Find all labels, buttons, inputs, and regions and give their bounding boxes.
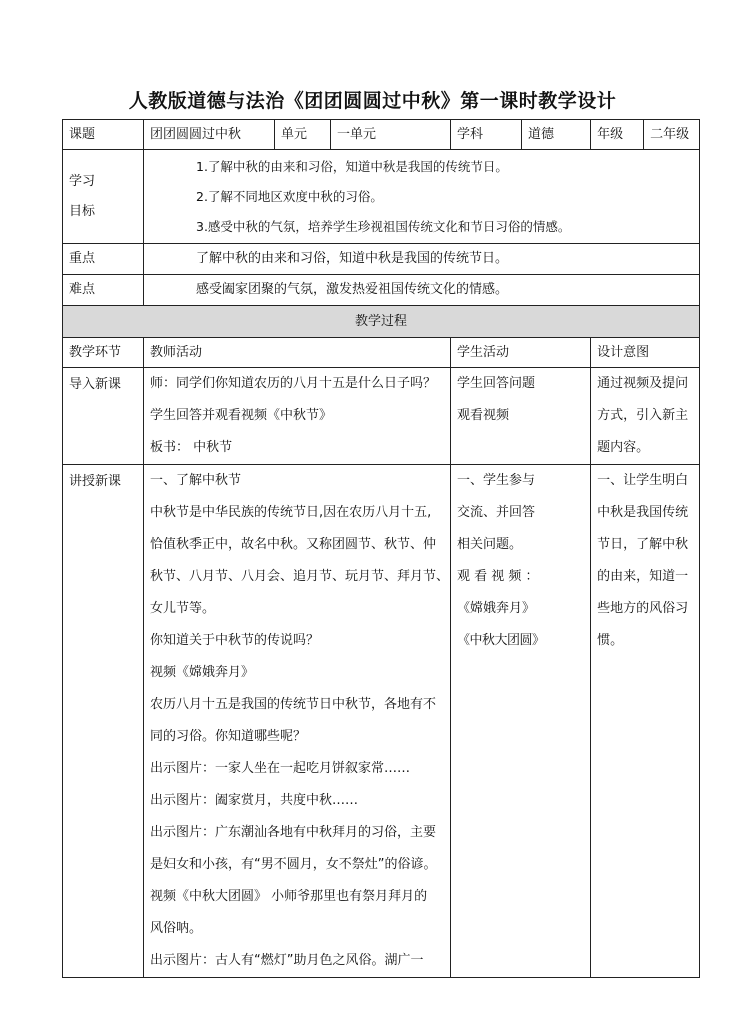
intent-line: 中秋是我国传统: [597, 505, 689, 520]
grade-value: 二年级: [644, 120, 700, 150]
teacher-line: 视频《中秋大团圆》 小师爷那里也有祭月拜月的: [150, 889, 428, 904]
intent-line: 一、让学生明白: [597, 473, 689, 488]
objective-item: 2.了解不同地区欢度中秋的习俗。: [196, 188, 383, 204]
col-stage: 教学环节: [63, 338, 144, 368]
intent-line: 方式，引入新主: [597, 408, 689, 423]
table-row: [63, 465, 700, 978]
teacher-line: 你知道关于中秋节的传说吗？: [150, 633, 320, 648]
student-line: 交流、并回答: [457, 505, 536, 520]
objectives-row: [63, 150, 700, 244]
student-line: 学生回答问题: [457, 376, 536, 391]
teacher-line: 秋节、八月节、八月会、追月节、玩月节、拜月节、: [150, 569, 450, 584]
difficulty-label: 难点: [63, 275, 144, 306]
teacher-line: 一、了解中秋节: [150, 473, 242, 488]
teacher-line: 风俗呐。: [150, 921, 203, 936]
difficulty-row: [63, 275, 700, 306]
stage-cell: 讲授新课: [63, 465, 144, 978]
teacher-activity-cell: [144, 368, 451, 465]
design-intent-cell: [591, 368, 700, 465]
intent-line: 题内容。: [597, 440, 650, 455]
teacher-line: 恰值秋季正中，故名中秋。又称团圆节、秋节、仲: [150, 537, 437, 552]
difficulty-value: 感受阖家团聚的气氛，激发热爱祖国传统文化的情感。: [144, 275, 700, 306]
teacher-line: 视频《嫦娥奔月》: [150, 665, 255, 680]
process-heading-row: [63, 306, 700, 338]
unit-label: 单元: [275, 120, 331, 150]
teacher-line: 是妇女和小孩，有“男不圆月，女不祭灶”的俗谚。: [150, 857, 437, 872]
objective-item: 1.了解中秋的由来和习俗，知道中秋是我国的传统节日。: [196, 158, 508, 174]
teacher-line: 女儿节等。: [150, 601, 216, 616]
teacher-line: 出示图片：阖家赏月，共度中秋……: [150, 793, 359, 808]
design-intent-cell: [591, 465, 700, 978]
objectives-label-line2: 目标: [69, 203, 96, 219]
objectives-label: [63, 150, 144, 244]
student-line: 相关问题。: [457, 537, 523, 552]
objective-item: 3.感受中秋的气氛，培养学生珍视祖国传统文化和节日习俗的情感。: [196, 218, 571, 234]
teacher-activity-cell: [144, 465, 451, 978]
intent-line: 惯。: [597, 633, 624, 648]
key-point-row: [63, 244, 700, 275]
key-point-value: 了解中秋的由来和习俗，知道中秋是我国的传统节日。: [144, 244, 700, 275]
lesson-plan-table: [62, 119, 700, 978]
header-row: [63, 120, 700, 150]
teacher-line: 师：同学们你知道农历的八月十五是什么日子吗？: [150, 376, 437, 391]
student-activity-cell: [451, 368, 591, 465]
unit-value: 一单元: [331, 120, 451, 150]
intent-line: 节日，了解中秋: [597, 537, 689, 552]
student-line: 《嫦娥奔月》: [457, 601, 536, 616]
col-intent: 设计意图: [591, 338, 700, 368]
intent-line: 通过视频及提问: [597, 376, 689, 391]
col-teacher: 教师活动: [144, 338, 451, 368]
student-activity-cell: [451, 465, 591, 978]
page-title: 人教版道德与法治《团团圆圆过中秋》第一课时教学设计: [128, 90, 617, 112]
teacher-line: 中秋节是中华民族的传统节日,因在农历八月十五,: [150, 505, 432, 520]
objectives-content: [144, 150, 700, 244]
teacher-line: 出示图片：古人有“燃灯”助月色之风俗。湖广一: [150, 953, 424, 968]
teacher-line: 板书： 中秋节: [150, 440, 233, 455]
intent-line: 些地方的风俗习: [597, 601, 689, 616]
student-line: 一、学生参与: [457, 473, 536, 488]
table-row: [63, 368, 700, 465]
teacher-line: 出示图片：一家人坐在一起吃月饼叙家常……: [150, 761, 411, 776]
process-heading: 教学过程: [63, 306, 700, 338]
process-columns-row: [63, 338, 700, 368]
lesson-value: 团团圆圆过中秋: [144, 120, 275, 150]
teacher-line: 同的习俗。你知道哪些呢？: [150, 729, 307, 744]
subject-value: 道德: [522, 120, 591, 150]
grade-label: 年级: [591, 120, 644, 150]
stage-cell: 导入新课: [63, 368, 144, 465]
objectives-label-line1: 学习: [69, 173, 96, 189]
subject-label: 学科: [451, 120, 522, 150]
col-student: 学生活动: [451, 338, 591, 368]
teacher-line: 农历八月十五是我国的传统节日中秋节，各地有不: [150, 697, 437, 712]
teacher-line: 出示图片：广东潮汕各地有中秋拜月的习俗，主要: [150, 825, 437, 840]
student-line: 《中秋大团圆》: [457, 633, 545, 648]
key-point-label: 重点: [63, 244, 144, 275]
student-line: 观 看 视 频 ：: [457, 569, 539, 584]
teacher-line: 学生回答并观看视频《中秋节》: [150, 408, 333, 423]
lesson-label: 课题: [63, 120, 144, 150]
intent-line: 的由来，知道一: [597, 569, 689, 584]
student-line: 观看视频: [457, 408, 510, 423]
